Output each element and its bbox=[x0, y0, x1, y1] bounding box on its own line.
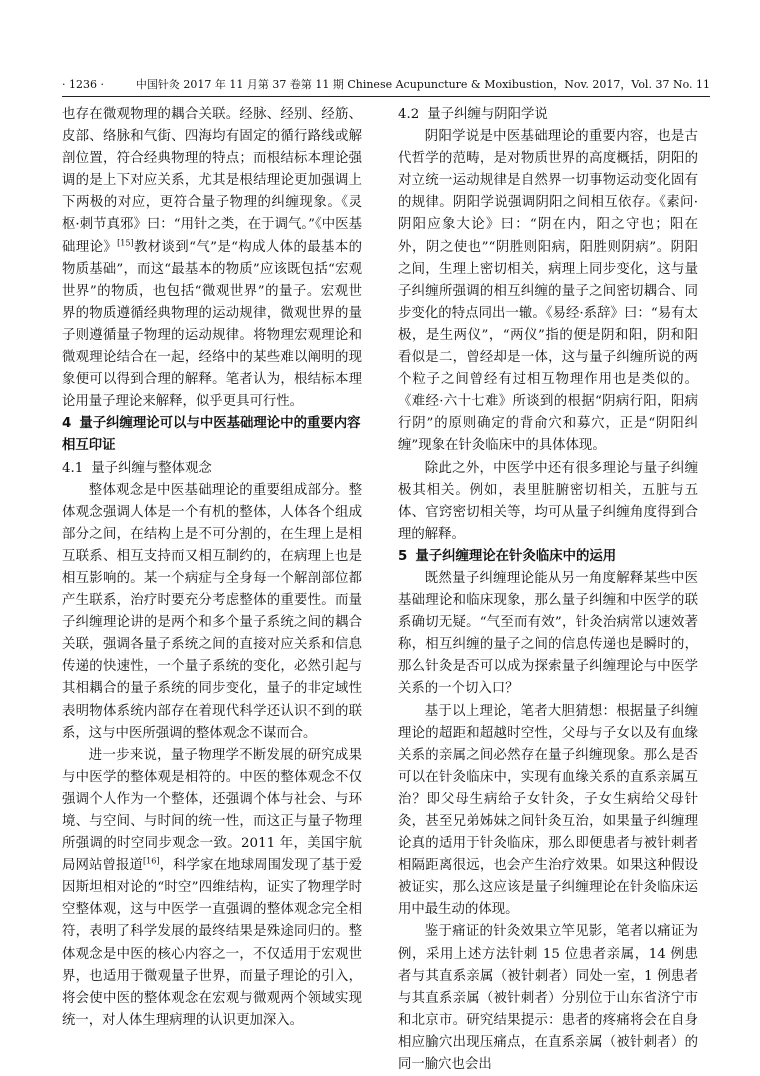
reference-marker[interactable]: [16] bbox=[143, 856, 160, 866]
left-column bbox=[62, 104, 362, 1032]
paragraph: 除此之外，中医学中还有很多理论与量子纠缠极其相关。例如，表里脏腑密切相关，五脏与五体、官窍密切相关等，均可从量子纠缠角度得到合理的解释。 bbox=[398, 460, 698, 542]
paragraph: 阴阳学说是中医基础理论的重要内容，也是古代哲学的范畴，是对物质世界的高度概括，阴阳的对立统一运动规律是自然界一切事物运动变化固有的规律。阴阳学说强调阴阳之间相互依存。《素问·阴阳应象大论》曰：“阴在内，阳之守也；阳在外，阴之使也”“阴胜则阳病，阳胜则阴病”。阴阳之间，生理上密切相关，病理上同步变化，这与量子纠缠所强调的相互纠缠的量子之间密切耦合、同步变化的特点同出一辙。《易经·系辞》曰：“易有太极，是生两仪”，“两仪”指的便是阴和阳，阴和阳看似是二，曾经却是一体，这与量子纠缠所说的两个粒子之间曾经有过相互物理作用也是类似的。《难经·六十七难》所谈到的根据“阴病行阳，阳病行阴”的原则确定的背俞穴和募穴，正是“阴阳纠缠”现象在针灸临床中的具体体现。 bbox=[398, 129, 698, 454]
reference-marker[interactable]: [15] bbox=[117, 238, 134, 248]
header-rule bbox=[62, 96, 710, 97]
paragraph: 鉴于痛证的针灸效果立竿见影，笔者以痛证为例，采用上述方法针刺 15 位患者亲属，14 例患者与其直系亲属（被针刺者）同处一室，1 例患者与其直系亲属（被针刺者）分别位于山东省济宁市和北京市。研究结果提示：患者的疼痛将会在自身相应腧穴出现压痛点，在直系亲属（被针刺者）的同一腧穴也会出 bbox=[398, 924, 698, 1073]
right-column bbox=[398, 104, 698, 1076]
journal-citation-line: 中国针灸 2017 年 11 月第 37 卷第 11 期 Chinese Acupuncture & Moxibustion，Nov. 2017，Vol. 37 No. 11 bbox=[135, 78, 710, 91]
paragraph: 整体观念是中医基础理论的重要组成部分。整体观念强调人体是一个有机的整体，人体各个组成部分之间，在结构上是不可分割的，在生理上是相互联系、相互支持而又相互制约的，在病理上也是相互影响的。某一个病症与全身每一个解剖部位都产生联系，治疗时要充分考虑整体的重要性。而量子纠缠理论讲的是两个和多个量子系统之间的耦合关联，强调各量子系统之间的直接对应关系和信息传递的快速性，一个量子系统的变化，必然引起与其相耦合的量子系统的同步变化，量子的非定域性表明物体系统内部存在着现代科学还认识不到的联系，这与中医所强调的整体观念不谋而合。 bbox=[62, 482, 362, 741]
paragraph: 既然量子纠缠理论能从另一角度解释某些中医基础理论和临床现象，那么量子纠缠和中医学的联系确切无疑。“气至而有效”，针灸治病常以速效著称，相互纠缠的量子之间的信息传递也是瞬时的，那么针灸是否可以成为探索量子纠缠理论与中医学关系的一个切入口？ bbox=[398, 570, 698, 697]
subsection-heading-4-2: 4.2 量子纠缠与阴阳学说 bbox=[398, 107, 548, 122]
section-heading-4: 4 量子纠缠理论可以与中医基础理论中的重要内容相互印证 bbox=[62, 416, 361, 454]
subsection-heading-4-1: 4.1 量子纠缠与整体观念 bbox=[62, 460, 212, 476]
paragraph: 基于以上理论，笔者大胆猜想：根据量子纠缠理论的超距和超越时空性，父母与子女以及有血缘关系的亲属之间必然存在量子纠缠现象。那么是否可以在针灸临床中，实现有血缘关系的直系亲属互治？即父母生病给子女针灸，子女生病给父母针灸，甚至兄弟姊妹之间针灸互治，如果量子纠缠理论真的适用于针灸临床，那么即便患者与被针刺者相隔距离很远，也会产生治疗效果。如果这种假设被证实，那么这应该是量子纠缠理论在针灸临床运用中最生动的体现。 bbox=[398, 703, 698, 918]
running-header bbox=[62, 76, 710, 94]
section-heading-5: 5 量子纠缠理论在针灸临床中的运用 bbox=[398, 548, 617, 564]
paragraph: 进一步来说，量子物理学不断发展的研究成果与中医学的整体观是相符的。中医的整体观念不仅强调个人作为一个整体，还强调个体与社会、与环境、与空间、与时间的统一性，而这正与量子物理所强调的时空同步观念一致。2011 年，美国宇航局网站曾报道[16]，科学家在地球周围发现了基于爱因斯坦相对论的“时空”四维结构，证实了物理学时空整体观，这与中医学一直强调的整体观念完全相符，表明了科学发展的最终结果是殊途同归的。整体观念是中医的核心内容之一，不仅适用于宏观世界，也适用于微观量子世界，而量子理论的引入，将会使中医的整体观念在宏观与微观两个领域实现统一，对人体生理病理的认识更加深入。 bbox=[62, 747, 363, 1028]
paragraph: 也存在微观物理的耦合关联。经脉、经别、经筋、皮部、络脉和气街、四海均有固定的循行路线或解剖位置，符合经典物理的特点；而根结标本理论强调的是上下对应关系，尤其是根结理论更加强调上下两极的对应，更符合量子物理的纠缠现象。《灵枢·刺节真邪》曰：“用针之类，在于调气。”《中医基础理论》[15]教材谈到“气”是“构成人体的最基本的物质基础”，而这“最基本的物质”应该既包括“宏观世界”的物质，也包括“微观世界”的量子。宏观世界的物质遵循经典物理的运动规律，微观世界的量子则遵循量子物理的运动规律。将物理宏观理论和微观理论结合在一起，经络中的某些难以阐明的现象便可以得到合理的解释。笔者认为，根结标本理论用量子理论来解释，似乎更具可行性。 bbox=[62, 107, 363, 410]
page-number: · 1236 · bbox=[62, 78, 104, 91]
